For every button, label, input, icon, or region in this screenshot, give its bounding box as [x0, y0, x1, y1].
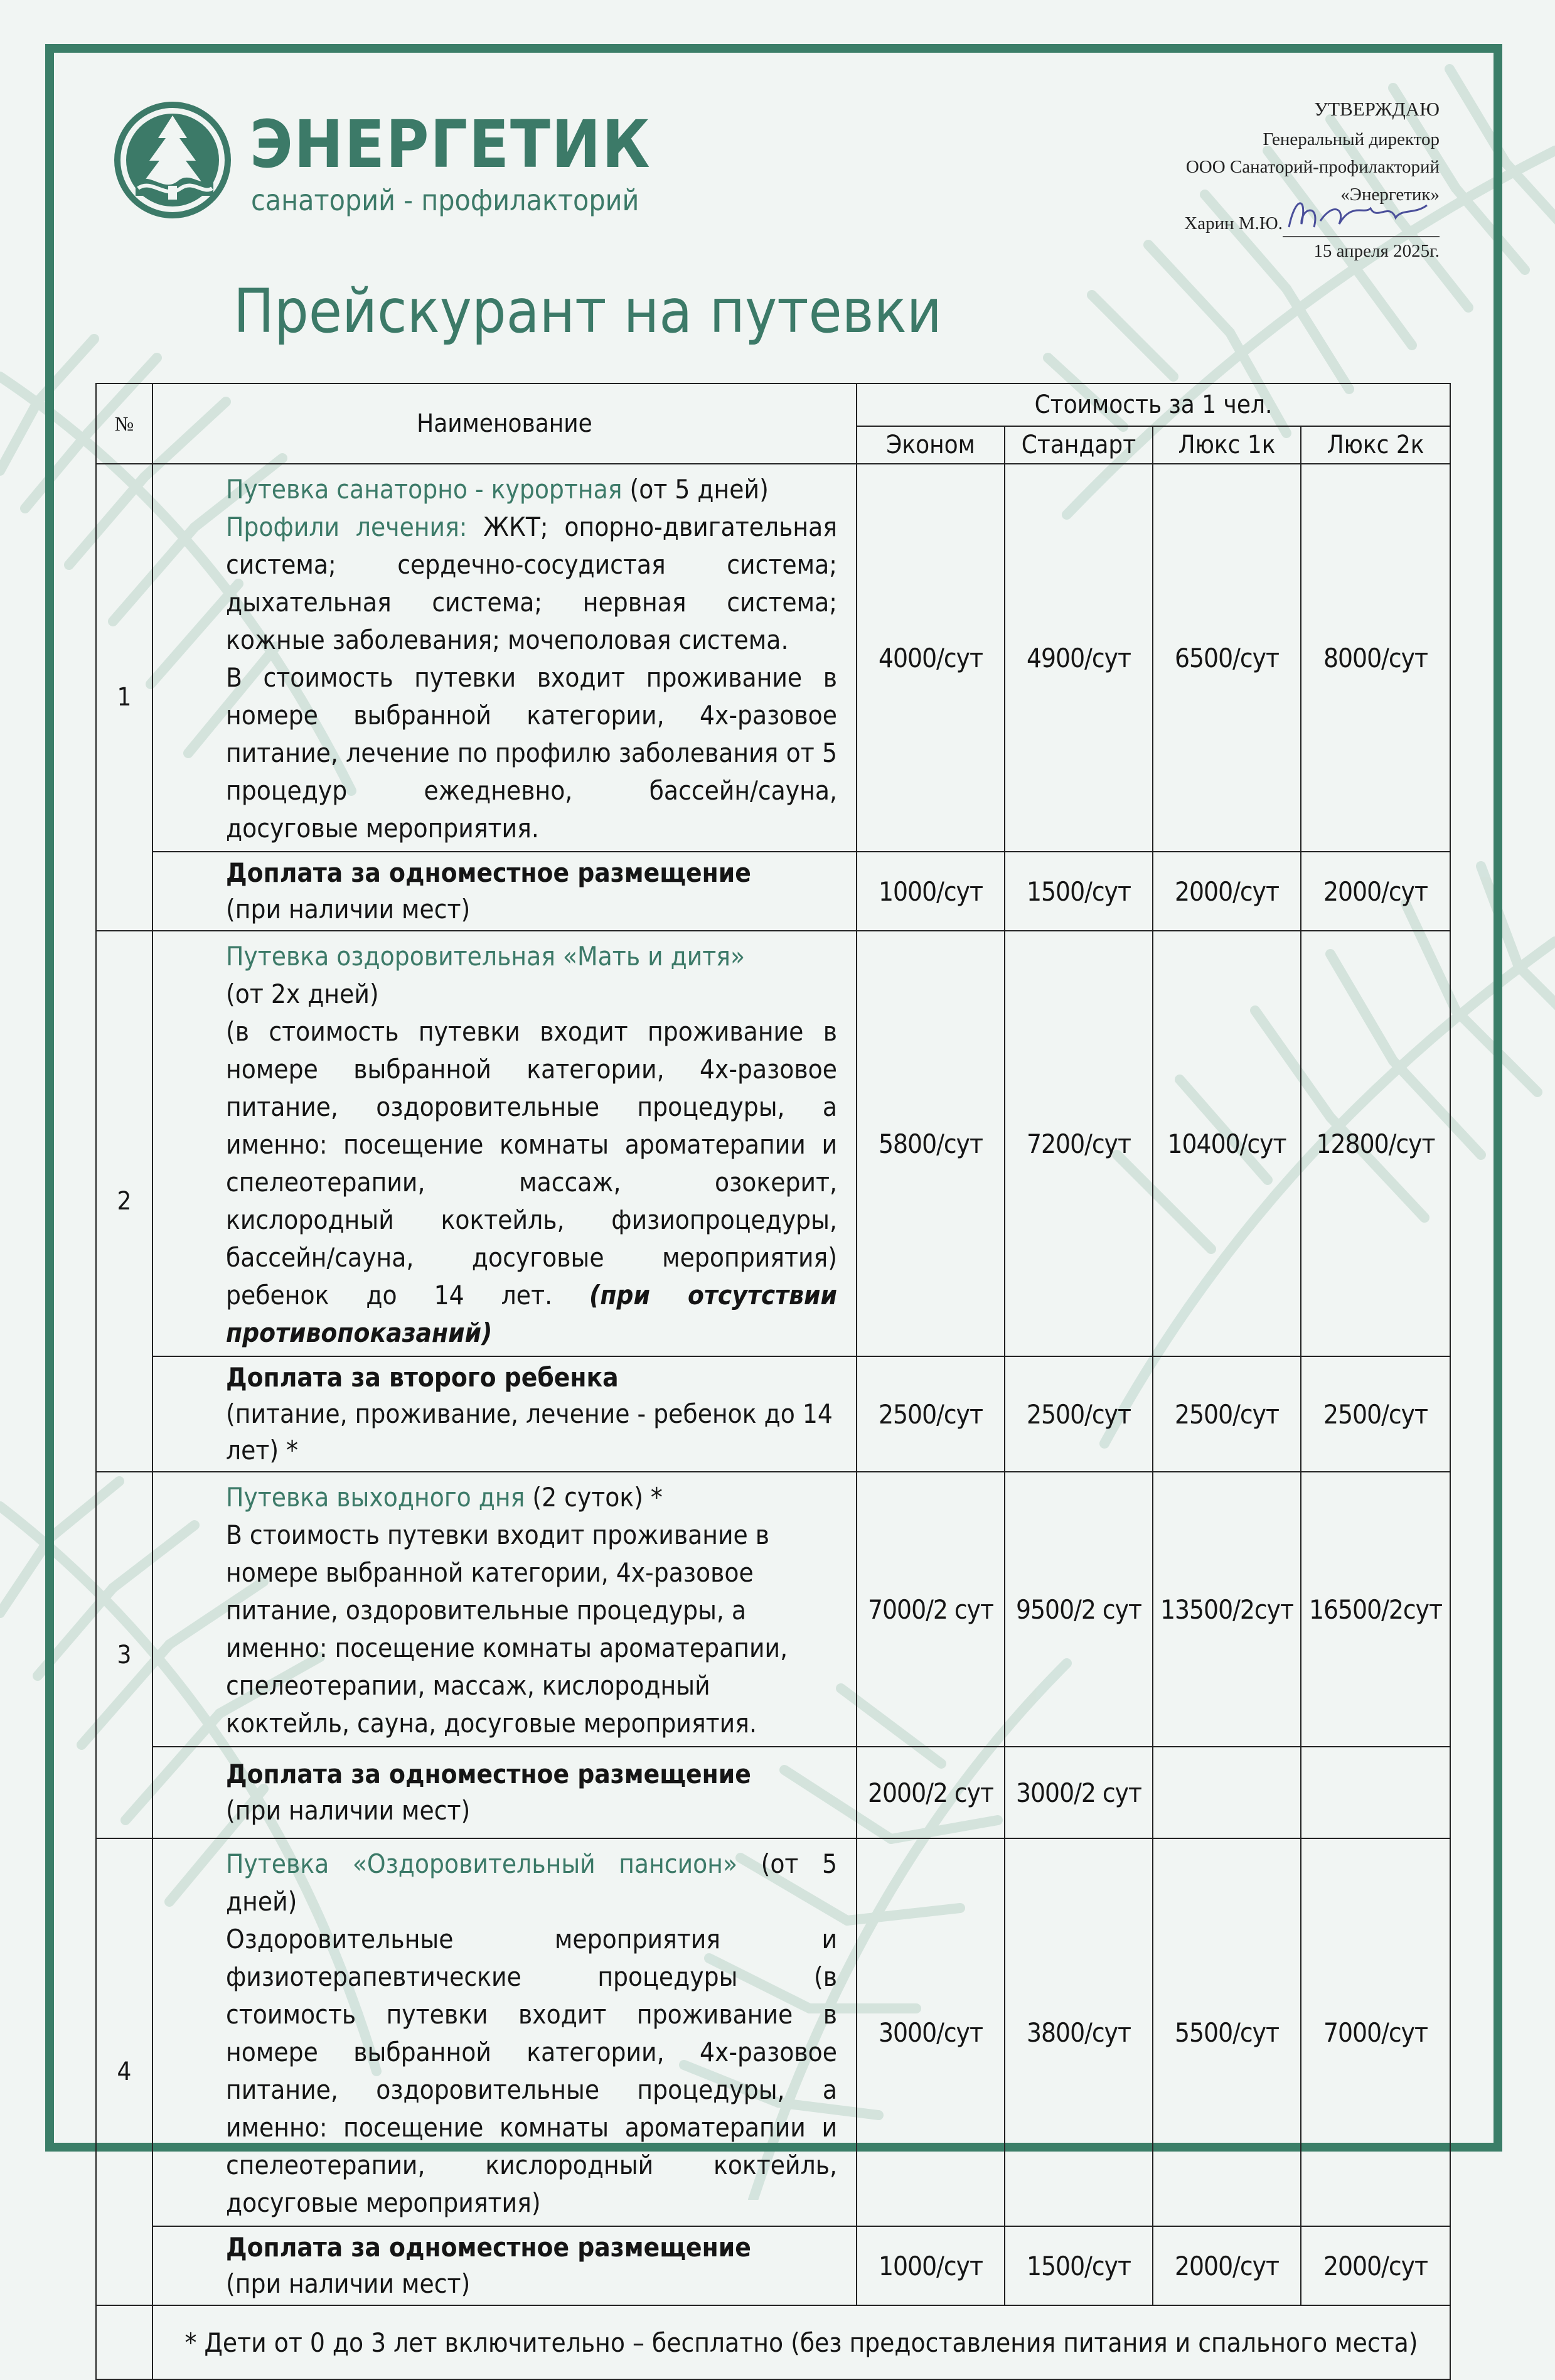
table-extra-row: [96, 1747, 1450, 1838]
approval-date: 15 апреля 2025г.: [1313, 241, 1440, 261]
row-title-suffix: (от 5 дней): [629, 474, 769, 505]
row-details: (в стоимость путевки входит проживание в номере выбранной категории, 4х-разовое питание, оздоровительные процедуры, а именно: посещение комнаты ароматерапии и спелеотерапии, массаж, озокерит, кислородный коктейль, физиопроцедуры, бассейн/сауна, досуговые мероприятия) ребенок до 14 лет.: [226, 1016, 837, 1311]
price-cell: 13500/2сут: [1153, 1472, 1301, 1747]
approval-heading: УТВЕРЖДАЮ: [1314, 98, 1440, 120]
extra-price-cell: 1500/сут: [1005, 2226, 1153, 2305]
row-details-note: (при отсутствии противопоказаний): [226, 1280, 838, 1348]
price-cell: 9500/2 сут: [1005, 1472, 1153, 1747]
extra-price-cell: 1000/сут: [857, 852, 1005, 931]
row-title-suffix: (2 суток) *: [532, 1482, 663, 1513]
spruce-emblem-icon: [113, 100, 232, 220]
table-row: [96, 464, 1450, 852]
table-extra-row: [96, 1356, 1450, 1472]
price-cell: 4000/сут: [857, 464, 1005, 852]
row-number: 3: [96, 1472, 152, 1838]
extra-description: [152, 2226, 857, 2305]
approval-signature-line: [988, 208, 1440, 237]
approval-organization-name: «Энергетик»: [1340, 185, 1440, 205]
price-cell: 5500/сут: [1153, 1838, 1301, 2226]
footnote: * Дети от 0 до 3 лет включительно – бесплатно (без предоставления питания и спального места): [152, 2305, 1450, 2379]
row-details: В стоимость путевки входит проживание в номере выбранной категории, 4х-разовое питание, оздоровительные процедуры, а именно: посещение комнаты ароматерапии, спелеотерапии, массаж, кислородный коктейль, сауна, досуговые мероприятия.: [226, 1520, 788, 1739]
extra-price-cell: 1500/сут: [1005, 852, 1153, 931]
price-cell: 10400/сут: [1153, 931, 1301, 1356]
handwritten-signature-icon: [1276, 190, 1440, 240]
row-details: Оздоровительные мероприятия и физиотерапевтические процедуры (в стоимость путевки входит проживание в номере выбранной категории, 4х-разовое питание, оздоровительные процедуры, а именно: посещение комнаты ароматерапии и спелеотерапии, кислородный коктейль, досуговые мероприятия): [226, 1924, 837, 2218]
header-category: Стандарт: [1005, 426, 1153, 464]
extra-description: [152, 1356, 857, 1472]
approval-signer: Харин М.Ю.: [1184, 213, 1283, 233]
price-cell: 3800/сут: [1005, 1838, 1153, 2226]
row-title: Путевка оздоровительная «Мать и дитя»: [226, 941, 745, 972]
header-cost: Стоимость за 1 чел.: [857, 383, 1450, 426]
extra-title: Доплата за второго ребенка: [226, 1362, 619, 1393]
extra-subtitle: (при наличии мест): [226, 2268, 471, 2299]
extra-title: Доплата за одноместное размещение: [226, 857, 751, 888]
brand-name: ЭНЕРГЕТИК: [250, 106, 651, 183]
price-cell: 3000/сут: [857, 1838, 1005, 2226]
row-title: Путевка выходного дня: [226, 1482, 525, 1513]
header-category: Эконом: [857, 426, 1005, 464]
row-profiles-text: ЖКТ; опорно-двигательная система; сердечно-сосудистая система; дыхательная система; нервная система; кожные заболевания; мочеполовая система.: [226, 512, 837, 655]
row-number: 1: [96, 464, 152, 931]
extra-price-cell: [1153, 1747, 1301, 1838]
price-cell: 7000/2 сут: [857, 1472, 1005, 1747]
extra-price-cell: 2000/2 сут: [857, 1747, 1005, 1838]
extra-price-cell: 2500/сут: [1153, 1356, 1301, 1472]
table-row: [96, 931, 1450, 1356]
extra-price-cell: 2500/сут: [857, 1356, 1005, 1472]
extra-price-cell: 3000/2 сут: [1005, 1747, 1153, 1838]
extra-price-cell: 1000/сут: [857, 2226, 1005, 2305]
extra-price-cell: 2500/сут: [1005, 1356, 1153, 1472]
price-cell: 8000/сут: [1301, 464, 1450, 852]
extra-price-cell: 2500/сут: [1301, 1356, 1450, 1472]
row-title-suffix: (от 5 дней): [226, 1848, 837, 1917]
extra-subtitle: (при наличии мест): [226, 894, 471, 925]
table-footnote-row: [96, 2305, 1450, 2379]
brand-logo: [113, 100, 651, 220]
brand-subtitle: санаторий - профилакторий: [251, 183, 639, 217]
extra-subtitle: (питание, проживание, лечение - ребенок до 14 лет) *: [226, 1398, 833, 1466]
extra-description: [152, 852, 857, 931]
row-description: [152, 1838, 857, 2226]
row-title: Путевка санаторно - курортная: [226, 474, 623, 505]
extra-price-cell: 2000/сут: [1301, 852, 1450, 931]
row-number: 2: [96, 931, 152, 1472]
row-description: [152, 1472, 857, 1747]
extra-title: Доплата за одноместное размещение: [226, 1759, 751, 1789]
header-name: Наименование: [152, 383, 857, 464]
row-number: 4: [96, 1838, 152, 2305]
extra-price-cell: 2000/сут: [1301, 2226, 1450, 2305]
footnote-empty-cell: [96, 2305, 152, 2379]
row-description: [152, 931, 857, 1356]
row-description: [152, 464, 857, 852]
price-table: [95, 383, 1451, 2380]
header-category: Люкс 2к: [1301, 426, 1450, 464]
table-row: [96, 1838, 1450, 2226]
header-num: №: [96, 383, 152, 464]
header-category: Люкс 1к: [1153, 426, 1301, 464]
extra-description: [152, 1747, 857, 1838]
approval-organization: ООО Санаторий-профилакторий: [1185, 157, 1440, 177]
extra-price-cell: [1301, 1747, 1450, 1838]
row-title-suffix: (от 2х дней): [226, 978, 379, 1009]
price-cell: 4900/сут: [1005, 464, 1153, 852]
price-cell: 7000/сут: [1301, 1838, 1450, 2226]
extra-price-cell: 2000/сут: [1153, 852, 1301, 931]
extra-price-cell: 2000/сут: [1153, 2226, 1301, 2305]
price-cell: 12800/сут: [1301, 931, 1450, 1356]
table-extra-row: [96, 852, 1450, 931]
row-title: Путевка «Оздоровительный пансион»: [226, 1848, 738, 1879]
page-title: Прейскурант на путевки: [233, 276, 942, 346]
table-row: [96, 1472, 1450, 1747]
table-header-row: [96, 383, 1450, 426]
price-cell: 16500/2сут: [1301, 1472, 1450, 1747]
approval-position: Генеральный директор: [1263, 129, 1440, 149]
price-cell: 5800/сут: [857, 931, 1005, 1356]
table-extra-row: [96, 2226, 1450, 2305]
price-cell: 7200/сут: [1005, 931, 1153, 1356]
row-details: В стоимость путевки входит проживание в номере выбранной категории, 4х-разовое питание, лечение по профилю заболевания от 5 процедур ежедневно, бассейн/сауна, досуговые мероприятия.: [226, 662, 837, 844]
price-cell: 6500/сут: [1153, 464, 1301, 852]
signature-area: [1283, 208, 1440, 237]
row-profiles-label: Профили лечения:: [226, 512, 468, 542]
approval-block: [988, 95, 1440, 265]
extra-title: Доплата за одноместное размещение: [226, 2232, 751, 2263]
extra-subtitle: (при наличии мест): [226, 1795, 471, 1826]
